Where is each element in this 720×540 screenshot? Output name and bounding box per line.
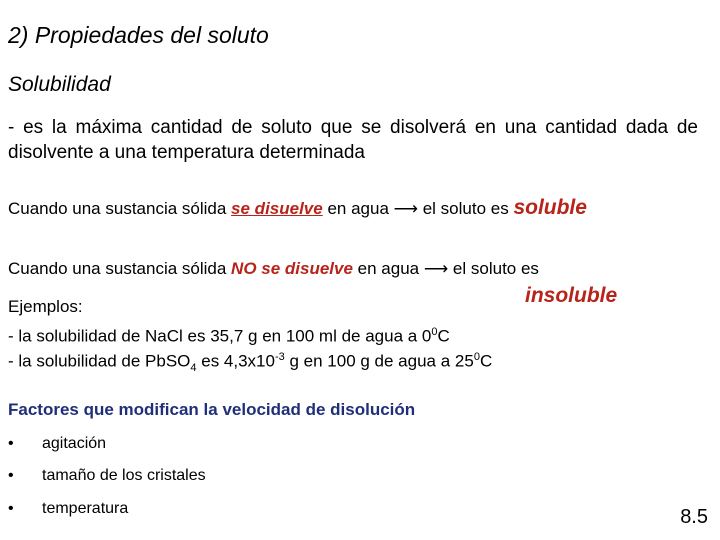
factor-label: temperatura <box>42 500 129 517</box>
example-pbso4-mid: es 4,3x10 <box>196 351 275 371</box>
example-pbso4-subscript: 4 <box>190 362 197 375</box>
insoluble-statement <box>8 259 539 279</box>
soluble-middle: en agua ⟶ el soluto es <box>322 199 514 218</box>
example-pbso4-exponent: -3 <box>274 351 285 363</box>
example-nacl-degree: 0 <box>431 326 438 338</box>
example-nacl-unit: C <box>437 326 450 346</box>
page-number: 8.5 <box>680 506 708 528</box>
factors-title: Factores que modifican la velocidad de disolución <box>8 400 416 419</box>
definition-text: - es la máxima cantidad de soluto que se disolverá en una cantidad dada de disolvente a una temperatura determinada <box>8 117 698 163</box>
insoluble-prefix: Cuando una sustancia sólida <box>8 259 232 278</box>
soluble-emphasis: se disuelve <box>231 199 323 218</box>
examples-heading: Ejemplos: <box>8 297 83 316</box>
factor-label: tamaño de los cristales <box>42 467 206 484</box>
soluble-statement <box>8 196 587 220</box>
factor-item <box>8 500 128 518</box>
example-pbso4-text: - la solubilidad de PbSO <box>8 351 191 371</box>
section-subtitle: Solubilidad <box>8 73 111 96</box>
example-pbso4-degree: 0 <box>473 351 480 363</box>
bullet-icon: • <box>8 435 14 452</box>
example-pbso4-unit: C <box>479 351 493 371</box>
bullet-icon: • <box>8 467 14 484</box>
example-pbso4-rest: g en 100 g de agua a 25 <box>284 351 474 371</box>
soluble-prefix: Cuando una sustancia sólida <box>8 199 232 218</box>
example-pbso4 <box>8 345 492 380</box>
insoluble-middle: en agua ⟶ el soluto es <box>352 259 539 278</box>
bullet-icon: • <box>8 500 14 517</box>
insoluble-emphasis: NO se disuelve <box>231 259 353 278</box>
soluble-result: soluble <box>513 196 587 219</box>
example-nacl-text: - la solubilidad de NaCl es 35,7 g en 100 ml de agua a 0 <box>8 326 432 346</box>
factor-item <box>8 467 206 485</box>
factor-item <box>8 435 106 453</box>
insoluble-result: insoluble <box>525 284 618 307</box>
slide-title: 2) Propiedades del soluto <box>8 22 269 48</box>
factor-label: agitación <box>42 435 107 452</box>
